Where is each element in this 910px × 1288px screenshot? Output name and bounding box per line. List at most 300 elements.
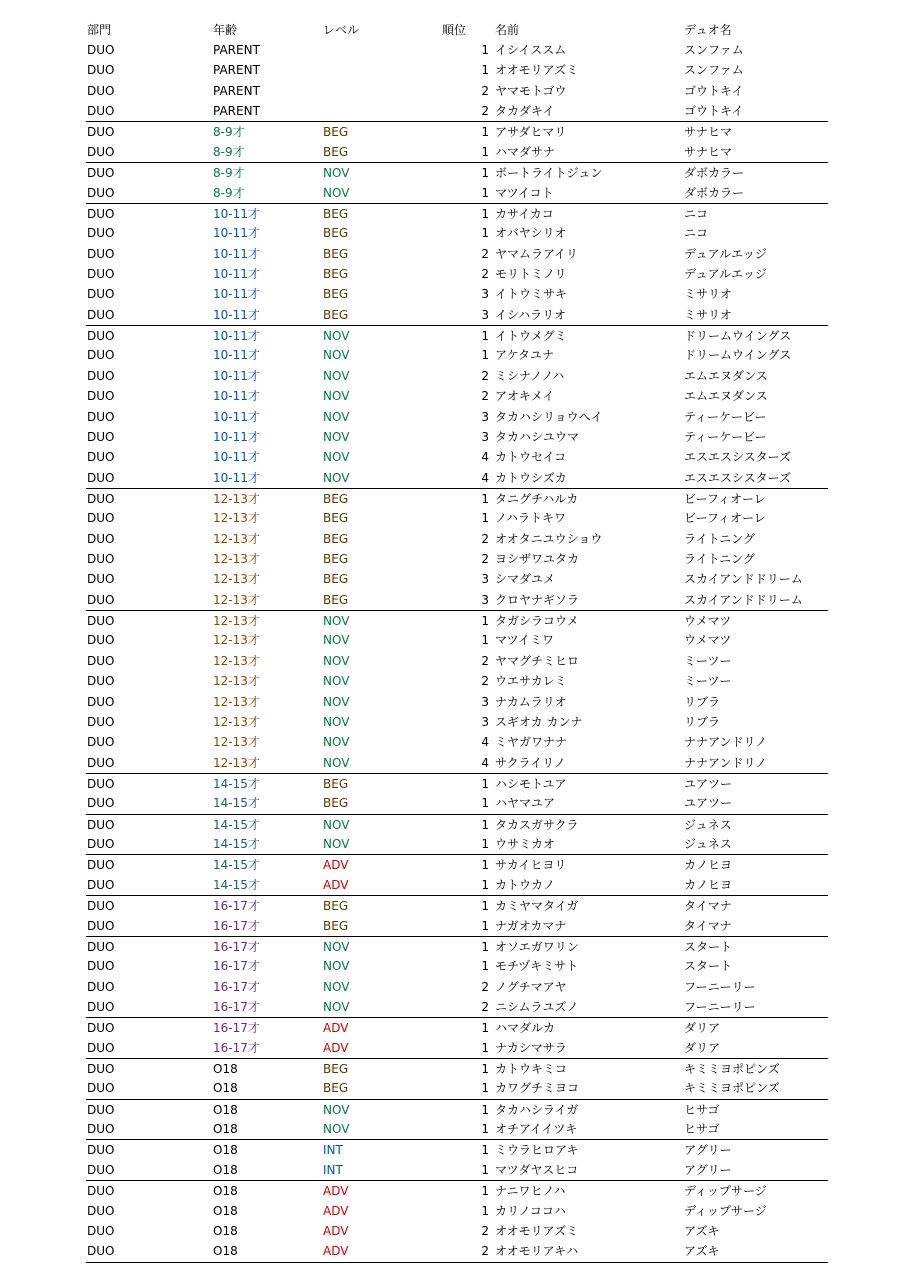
level-cell: NOV: [323, 450, 350, 465]
rank-cell: 1: [481, 796, 489, 811]
division-cell: DUO: [87, 572, 115, 587]
name-cell: ハヤマユア: [495, 796, 556, 811]
name-cell: サクライリノ: [495, 755, 566, 770]
duo-name-cell: デュアルエッジ: [684, 246, 767, 261]
level-cell: BEG: [323, 267, 349, 281]
level-cell: NOV: [323, 470, 350, 485]
duo-name-cell: スタート: [684, 939, 733, 954]
duo-name-cell: ニコ: [684, 206, 709, 221]
age-cell: O18: [213, 1203, 238, 1218]
rank-cell: 2: [481, 83, 489, 98]
table-row: [86, 1058, 828, 1079]
level-cell: NOV: [323, 979, 350, 994]
duo-name-cell: ティーケービー: [684, 409, 767, 424]
rank-cell: 2: [481, 999, 489, 1014]
level-cell: BEG: [323, 531, 349, 546]
name-cell: ボートライトジュン: [495, 166, 603, 181]
name-cell: タカハシユウマ: [495, 429, 580, 444]
table-row: [86, 1201, 828, 1221]
level-cell: ADV: [323, 1244, 349, 1259]
age-cell: 14-15才: [213, 796, 260, 811]
name-cell: ニシムラユズノ: [495, 999, 579, 1014]
age-cell: 12-13才: [213, 491, 260, 506]
rank-cell: 1: [481, 817, 489, 832]
level-cell: BEG: [323, 246, 349, 261]
rank-cell: 1: [481, 144, 489, 159]
division-cell: DUO: [87, 592, 115, 607]
duo-name-cell: ミーツー: [684, 653, 732, 668]
rank-cell: 1: [481, 1162, 489, 1177]
level-cell: NOV: [323, 1102, 350, 1117]
division-cell: DUO: [87, 491, 115, 506]
duo-name-cell: ミーツー: [684, 674, 732, 689]
rank-cell: 1: [481, 918, 489, 933]
table-row: [86, 1038, 828, 1058]
rank-cell: 1: [481, 1102, 489, 1117]
division-cell: DUO: [87, 1244, 115, 1259]
age-cell: 12-13才: [213, 653, 260, 668]
name-cell: ハシモトユア: [495, 777, 567, 791]
duo-name-cell: フーニーリー: [684, 979, 756, 994]
level-cell: NOV: [323, 817, 350, 832]
duo-name-cell: ライトニング: [684, 552, 755, 566]
table-row: [86, 1078, 828, 1098]
division-cell: DUO: [87, 1122, 115, 1137]
rank-cell: 4: [481, 755, 489, 770]
duo-name-cell: ダボカラー: [684, 166, 745, 181]
table-row: [86, 1221, 828, 1241]
division-cell: DUO: [87, 1184, 115, 1199]
division-cell: DUO: [87, 166, 115, 181]
age-cell: 10-11才: [213, 429, 260, 444]
level-cell: NOV: [323, 429, 350, 444]
age-cell: O18: [213, 1062, 238, 1076]
header-age: 年齢: [213, 23, 238, 37]
age-cell: 10-11才: [213, 206, 260, 221]
rank-cell: 3: [481, 307, 489, 322]
duo-name-cell: ナナアンドリノ: [684, 755, 768, 770]
level-cell: NOV: [323, 185, 350, 200]
division-cell: DUO: [87, 348, 115, 363]
rank-cell: 2: [481, 531, 489, 546]
table-row: [86, 305, 828, 325]
division-cell: DUO: [87, 429, 115, 444]
table-row: [86, 284, 828, 304]
duo-name-cell: スタート: [684, 959, 733, 974]
name-cell: イトウミサキ: [495, 287, 568, 302]
duo-name-cell: キミミヨポピンズ: [684, 1081, 780, 1096]
name-cell: ハマダルカ: [495, 1021, 556, 1036]
age-cell: 12-13才: [213, 755, 260, 770]
rank-cell: 1: [481, 226, 489, 241]
duo-name-cell: エムエヌダンス: [684, 389, 768, 404]
age-cell: 10-11才: [213, 409, 260, 424]
division-cell: DUO: [87, 368, 115, 383]
rank-cell: 3: [481, 287, 489, 302]
name-cell: ヤマグチミヒロ: [495, 653, 580, 668]
rank-cell: 3: [481, 429, 489, 444]
division-cell: DUO: [87, 185, 115, 200]
level-cell: NOV: [323, 166, 350, 181]
table-row: [86, 793, 828, 813]
age-cell: 14-15才: [213, 777, 260, 791]
level-cell: BEG: [323, 777, 349, 791]
rank-cell: 4: [481, 450, 489, 465]
duo-name-cell: ウメマツ: [684, 633, 732, 648]
header-duo-name: デュオ名: [684, 23, 732, 37]
name-cell: ノグチマアヤ: [495, 979, 567, 994]
name-cell: クロヤナギソラ: [495, 592, 580, 607]
age-cell: 10-11才: [213, 287, 260, 302]
duo-name-cell: ジュネス: [684, 837, 732, 851]
division-cell: DUO: [87, 63, 115, 78]
name-cell: ナニワヒノハ: [495, 1184, 566, 1199]
rank-cell: 1: [481, 877, 489, 892]
table-row: [86, 569, 828, 589]
level-cell: BEG: [323, 572, 349, 587]
rank-cell: 1: [481, 1081, 489, 1096]
age-cell: 10-11才: [213, 348, 260, 363]
division-cell: DUO: [87, 1223, 115, 1238]
division-cell: DUO: [87, 226, 115, 241]
age-cell: 10-11才: [213, 329, 260, 343]
rank-cell: 2: [481, 104, 489, 119]
duo-name-cell: ニコ: [684, 226, 709, 241]
duo-name-cell: ヒサゴ: [684, 1102, 720, 1117]
table-row: [86, 834, 828, 854]
division-cell: DUO: [87, 511, 115, 526]
level-cell: NOV: [323, 653, 350, 668]
age-cell: O18: [213, 1102, 238, 1117]
rank-cell: 1: [481, 348, 489, 363]
age-cell: PARENT: [213, 104, 260, 119]
name-cell: タガシラコウメ: [495, 614, 579, 629]
table-row: [86, 427, 828, 447]
division-cell: DUO: [87, 1102, 115, 1117]
name-cell: アケタユナ: [495, 348, 555, 363]
name-cell: アサダヒマリ: [495, 125, 567, 140]
age-cell: 12-13才: [213, 633, 260, 648]
name-cell: サカイヒヨリ: [495, 858, 567, 873]
rank-cell: 3: [481, 592, 489, 607]
level-cell: ADV: [323, 1203, 349, 1218]
name-cell: オオモリアズミ: [495, 1223, 579, 1238]
rank-cell: 4: [481, 735, 489, 750]
age-cell: 12-13才: [213, 714, 260, 729]
level-cell: BEG: [323, 206, 349, 221]
age-cell: 8-9才: [213, 166, 245, 181]
rank-cell: 1: [481, 63, 489, 78]
age-cell: 10-11才: [213, 307, 260, 322]
table-row: [86, 203, 828, 224]
age-cell: 12-13才: [213, 694, 260, 709]
table-row: [86, 916, 828, 936]
table-row: [86, 1241, 828, 1261]
age-cell: O18: [213, 1081, 238, 1096]
level-cell: NOV: [323, 837, 350, 851]
level-cell: INT: [323, 1162, 343, 1177]
division-cell: DUO: [87, 1062, 115, 1076]
level-cell: BEG: [323, 511, 349, 526]
division-cell: DUO: [87, 858, 115, 873]
duo-name-cell: ダボカラー: [684, 185, 745, 200]
table-row: [86, 121, 828, 142]
division-cell: DUO: [87, 246, 115, 261]
name-cell: カトウカノ: [495, 877, 556, 892]
level-cell: BEG: [323, 552, 349, 566]
level-cell: BEG: [323, 307, 349, 322]
age-cell: 16-17才: [213, 918, 260, 933]
name-cell: カトウセイコ: [495, 450, 567, 465]
rank-cell: 3: [481, 409, 489, 424]
level-cell: ADV: [323, 1223, 349, 1238]
age-cell: 10-11才: [213, 450, 260, 465]
level-cell: NOV: [323, 1122, 350, 1137]
division-cell: DUO: [87, 206, 115, 221]
rank-cell: 1: [481, 837, 489, 851]
level-cell: NOV: [323, 959, 350, 974]
age-cell: 16-17才: [213, 979, 260, 994]
age-cell: O18: [213, 1143, 238, 1158]
division-cell: DUO: [87, 714, 115, 729]
name-cell: タカハシリョウヘイ: [495, 409, 603, 424]
rank-cell: 2: [481, 368, 489, 383]
table-row: [86, 610, 828, 631]
level-cell: BEG: [323, 226, 349, 241]
name-cell: マツダヤスヒコ: [495, 1162, 579, 1177]
age-cell: 8-9才: [213, 185, 245, 200]
table-row: [86, 447, 828, 467]
level-cell: NOV: [323, 735, 350, 750]
name-cell: モリトミノリ: [495, 267, 567, 281]
division-cell: DUO: [87, 104, 115, 119]
name-cell: ヤマムラアイリ: [495, 246, 578, 261]
duo-name-cell: スンファム: [684, 63, 744, 78]
name-cell: オオモリアキハ: [495, 1244, 579, 1259]
rank-cell: 1: [481, 614, 489, 629]
age-cell: 10-11才: [213, 246, 260, 261]
level-cell: BEG: [323, 125, 349, 140]
table-row: [86, 1139, 828, 1160]
rank-cell: 3: [481, 572, 489, 587]
duo-name-cell: ユアツー: [684, 777, 733, 791]
rank-cell: 2: [481, 389, 489, 404]
division-cell: DUO: [87, 614, 115, 629]
table-row: [86, 895, 828, 916]
table-row: [86, 223, 828, 243]
rank-cell: 3: [481, 694, 489, 709]
rank-cell: 2: [481, 267, 489, 281]
level-cell: NOV: [323, 755, 350, 770]
name-cell: イシハラリオ: [495, 307, 567, 322]
table-row: [86, 142, 828, 162]
age-cell: O18: [213, 1122, 238, 1137]
duo-name-cell: ユアツー: [684, 796, 733, 811]
rank-cell: 4: [481, 470, 489, 485]
table-row: [86, 1180, 828, 1201]
level-cell: ADV: [323, 1184, 349, 1199]
table-row: [86, 468, 828, 488]
age-cell: 14-15才: [213, 817, 260, 832]
table-row: [86, 1099, 828, 1120]
name-cell: カトウキミコ: [495, 1062, 568, 1076]
table-row: [86, 651, 828, 671]
name-cell: アオキメイ: [495, 389, 555, 404]
level-cell: INT: [323, 1143, 343, 1158]
level-cell: BEG: [323, 918, 349, 933]
table-row: [86, 386, 828, 406]
table-row: [86, 345, 828, 365]
header-row: [86, 20, 828, 40]
division-cell: DUO: [87, 1040, 115, 1055]
name-cell: カリノココハ: [495, 1203, 566, 1218]
age-cell: O18: [213, 1162, 238, 1177]
division-cell: DUO: [87, 1143, 115, 1158]
name-cell: イトウメグミ: [495, 329, 567, 343]
header-name: 名前: [495, 23, 520, 37]
division-cell: DUO: [87, 694, 115, 709]
table-row: [86, 244, 828, 264]
age-cell: 16-17才: [213, 899, 260, 914]
rank-cell: 1: [481, 185, 489, 200]
name-cell: ウサミカオ: [495, 837, 556, 851]
rank-cell: 2: [481, 1223, 489, 1238]
duo-name-cell: ティーケービー: [684, 429, 767, 444]
level-cell: NOV: [323, 329, 350, 343]
table-row: [86, 162, 828, 183]
table-row: [86, 692, 828, 712]
rank-cell: 2: [481, 674, 489, 689]
division-cell: DUO: [87, 755, 115, 770]
level-cell: BEG: [323, 287, 349, 302]
level-cell: ADV: [323, 877, 349, 892]
name-cell: タニグチハルカ: [495, 491, 579, 506]
table-row: [86, 936, 828, 957]
duo-name-cell: ヒサゴ: [684, 1122, 720, 1137]
table-row: [86, 1119, 828, 1139]
name-cell: オオモリアズミ: [495, 63, 579, 78]
rank-cell: 1: [481, 633, 489, 648]
duo-name-cell: ライトニング: [684, 531, 755, 546]
duo-name-cell: ゴウトキイ: [684, 83, 744, 98]
duo-name-cell: カノヒヨ: [684, 858, 733, 873]
division-cell: DUO: [87, 918, 115, 933]
duo-name-cell: ミサリオ: [684, 307, 732, 322]
duo-name-cell: ダリア: [684, 1021, 721, 1036]
duo-name-cell: ディップサージ: [684, 1203, 767, 1218]
name-cell: ミシナノノハ: [495, 368, 565, 383]
division-cell: DUO: [87, 389, 115, 404]
age-cell: 16-17才: [213, 959, 260, 974]
table-row: [86, 488, 828, 509]
name-cell: オオタニユウショウ: [495, 531, 603, 546]
division-cell: DUO: [87, 837, 115, 851]
table-row: [86, 264, 828, 284]
table-row: [86, 1017, 828, 1038]
duo-name-cell: タイマナ: [684, 918, 732, 933]
table-row: [86, 549, 828, 569]
level-cell: NOV: [323, 348, 350, 363]
name-cell: ミウラヒロアキ: [495, 1143, 579, 1158]
name-cell: イシイススム: [495, 43, 567, 57]
division-cell: DUO: [87, 1021, 115, 1036]
duo-name-cell: サナヒマ: [684, 144, 733, 159]
name-cell: スギオカ カンナ: [495, 714, 583, 729]
rank-cell: 2: [481, 1244, 489, 1259]
name-cell: ミヤガワナナ: [495, 735, 568, 750]
division-cell: DUO: [87, 653, 115, 668]
age-cell: 12-13才: [213, 511, 260, 526]
age-cell: 14-15才: [213, 858, 260, 873]
name-cell: オチアイイツキ: [495, 1122, 578, 1137]
table-row: [86, 712, 828, 732]
duo-name-cell: スカイアンドドリーム: [684, 572, 803, 587]
age-cell: O18: [213, 1223, 238, 1238]
name-cell: モチヅキミサト: [495, 959, 579, 974]
duo-name-cell: アズキ: [684, 1244, 720, 1259]
name-cell: タカダキイ: [495, 104, 555, 119]
duo-name-cell: スンファム: [684, 43, 744, 57]
rank-cell: 1: [481, 43, 489, 57]
rank-cell: 2: [481, 653, 489, 668]
age-cell: 12-13才: [213, 531, 260, 546]
division-cell: DUO: [87, 999, 115, 1014]
duo-name-cell: ジュネス: [684, 817, 732, 832]
rank-cell: 1: [481, 1143, 489, 1158]
name-cell: ノハラトキワ: [495, 511, 567, 526]
division-cell: DUO: [87, 287, 115, 302]
header-division: 部門: [87, 23, 112, 37]
rank-cell: 1: [481, 959, 489, 974]
duo-name-cell: ビーフィオーレ: [684, 511, 766, 526]
division-cell: DUO: [87, 1203, 115, 1218]
division-cell: DUO: [87, 877, 115, 892]
duo-name-cell: ウメマツ: [684, 614, 732, 629]
division-cell: DUO: [87, 1081, 115, 1096]
division-cell: DUO: [87, 674, 115, 689]
age-cell: 10-11才: [213, 267, 260, 281]
name-cell: タカハシライガ: [495, 1102, 579, 1117]
division-cell: DUO: [87, 409, 115, 424]
division-cell: DUO: [87, 959, 115, 974]
level-cell: ADV: [323, 1040, 349, 1055]
age-cell: 10-11才: [213, 470, 260, 485]
rank-cell: 2: [481, 552, 489, 566]
name-cell: マツイコト: [495, 185, 554, 200]
name-cell: ヤマモトゴウ: [495, 83, 567, 98]
division-cell: DUO: [87, 817, 115, 832]
table-row: [86, 814, 828, 835]
name-cell: カサイカコ: [495, 206, 554, 221]
table-row: [86, 81, 828, 101]
age-cell: 8-9才: [213, 144, 245, 159]
age-cell: 16-17才: [213, 1040, 260, 1055]
rank-cell: 1: [481, 1184, 489, 1199]
duo-name-cell: リブラ: [684, 714, 721, 729]
name-cell: カミヤマタイガ: [495, 899, 579, 914]
age-cell: 10-11才: [213, 389, 260, 404]
division-cell: DUO: [87, 144, 115, 159]
rank-cell: 1: [481, 1062, 489, 1076]
level-cell: BEG: [323, 796, 349, 811]
division-cell: DUO: [87, 307, 115, 322]
name-cell: オバヤシリオ: [495, 226, 567, 241]
division-cell: DUO: [87, 552, 115, 566]
duo-name-cell: アグリー: [684, 1143, 732, 1158]
age-cell: 16-17才: [213, 1021, 260, 1036]
level-cell: NOV: [323, 614, 350, 629]
table-row: [86, 956, 828, 976]
